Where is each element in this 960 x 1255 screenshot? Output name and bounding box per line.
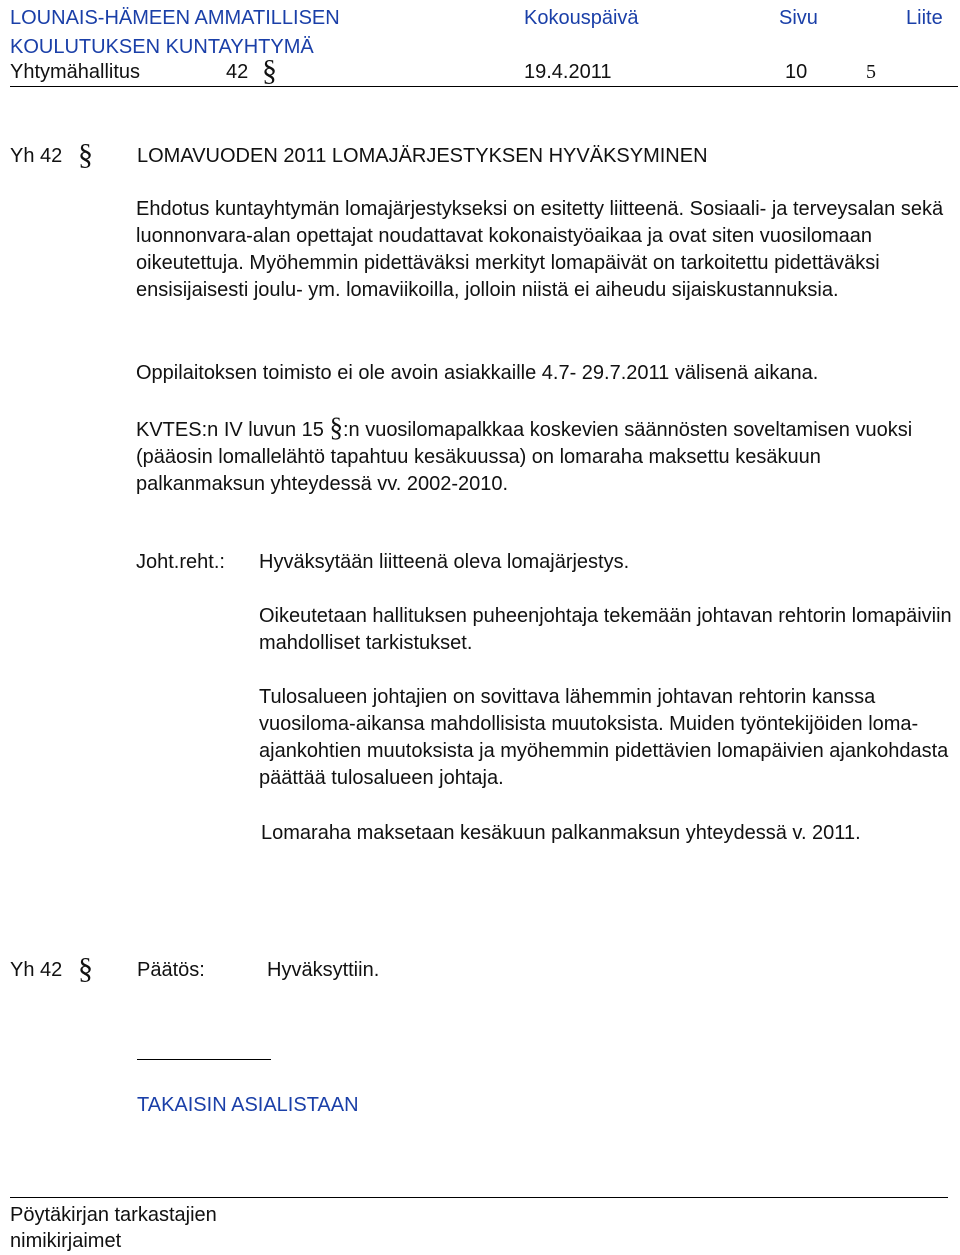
- org-name-line1: LOUNAIS-HÄMEEN AMMATILLISEN: [10, 7, 340, 29]
- proposal-paragraph-2: Oikeutetaan hallituksen puheenjohtaja tekemään johtavan rehtorin lomapäiviin mahdolliset tarkistukset.: [259, 605, 952, 654]
- section-symbol-icon: §: [78, 952, 93, 985]
- page-number: 10: [785, 61, 808, 83]
- footer-line2: nimikirjaimet: [10, 1230, 122, 1252]
- short-divider: [137, 1059, 271, 1060]
- proposal-paragraph-1: Hyväksytään liitteenä oleva lomajärjestys.: [259, 551, 630, 573]
- proposal-paragraph-4: Lomaraha maksetaan kesäkuun palkanmaksun yhteydessä v. 2011.: [261, 822, 861, 844]
- page-label: Sivu: [779, 7, 818, 29]
- proposal-paragraph-3: Tulosalueen johtajien on sovittava lähemmin johtavan rehtorin kanssa vuosiloma-aikansa mahdollisista muutoksista. Muiden työntekijöiden loma-ajankohtien muutoksista ja myöhemmin pidettävien lomapäivien ajankohdasta päättää tulosalueen johtaja.: [259, 686, 949, 789]
- decision-value: Hyväksyttiin.: [267, 959, 380, 981]
- footer-divider: [10, 1197, 948, 1198]
- appendix-number: 5: [866, 61, 876, 83]
- proposal-label: Joht.reht.:: [136, 551, 225, 573]
- section-symbol-icon: §: [78, 138, 93, 171]
- footer-line1: Pöytäkirjan tarkastajien: [10, 1204, 217, 1226]
- meeting-date: 19.4.2011: [524, 61, 612, 83]
- item-title: LOMAVUODEN 2011 LOMAJÄRJESTYKSEN HYVÄKSYMINEN: [137, 145, 708, 167]
- paragraph-holiday-pay: KVTES:n IV luvun 15 §:n vuosilomapalkkaa koskevien säännösten soveltamisen vuoksi (pääosin lomallelähtö tapahtuu kesäkuussa) on lomaraha maksettu kesäkuun palkanmaksun yhteydessä vv. 2002-2010.: [136, 412, 913, 495]
- paragraph-proposal-intro: Ehdotus kuntayhtymän lomajärjestykseksi on esitetty liitteenä. Sosiaali- ja terveysalan sekä luonnonvara-alan opettajat noudattavat kokonaistyöaikaa ja ovat siten vuosilomaan oikeutettuja. Myöhemmin pidettäväksi merkityt lomapäivät on tarkoitettu pidettäväksi ensisijaisesti joulu- ym. lomaviikoilla, jolloin niistä ei aiheudu sijaiskustannuksia.: [136, 198, 944, 301]
- appendix-label: Liite: [906, 7, 943, 29]
- paragraph-office-closed: Oppilaitoksen toimisto ei ole avoin asiakkaille 4.7- 29.7.2011 välisenä aikana.: [136, 362, 819, 384]
- date-label: Kokouspäivä: [524, 7, 639, 29]
- section-symbol-icon: §: [329, 412, 343, 442]
- back-to-agenda-link[interactable]: TAKAISIN ASIALISTAAN: [137, 1094, 359, 1116]
- item-code: Yh 42: [10, 145, 63, 167]
- header-divider: [10, 86, 958, 87]
- header-section-number: 42: [226, 61, 249, 83]
- body-name: Yhtymähallitus: [10, 61, 141, 83]
- org-name-line2: KOULUTUKSEN KUNTAYHTYMÄ: [10, 36, 314, 58]
- decision-item-code: Yh 42: [10, 959, 63, 981]
- section-symbol-icon: §: [262, 54, 277, 87]
- decision-label: Päätös:: [137, 959, 205, 981]
